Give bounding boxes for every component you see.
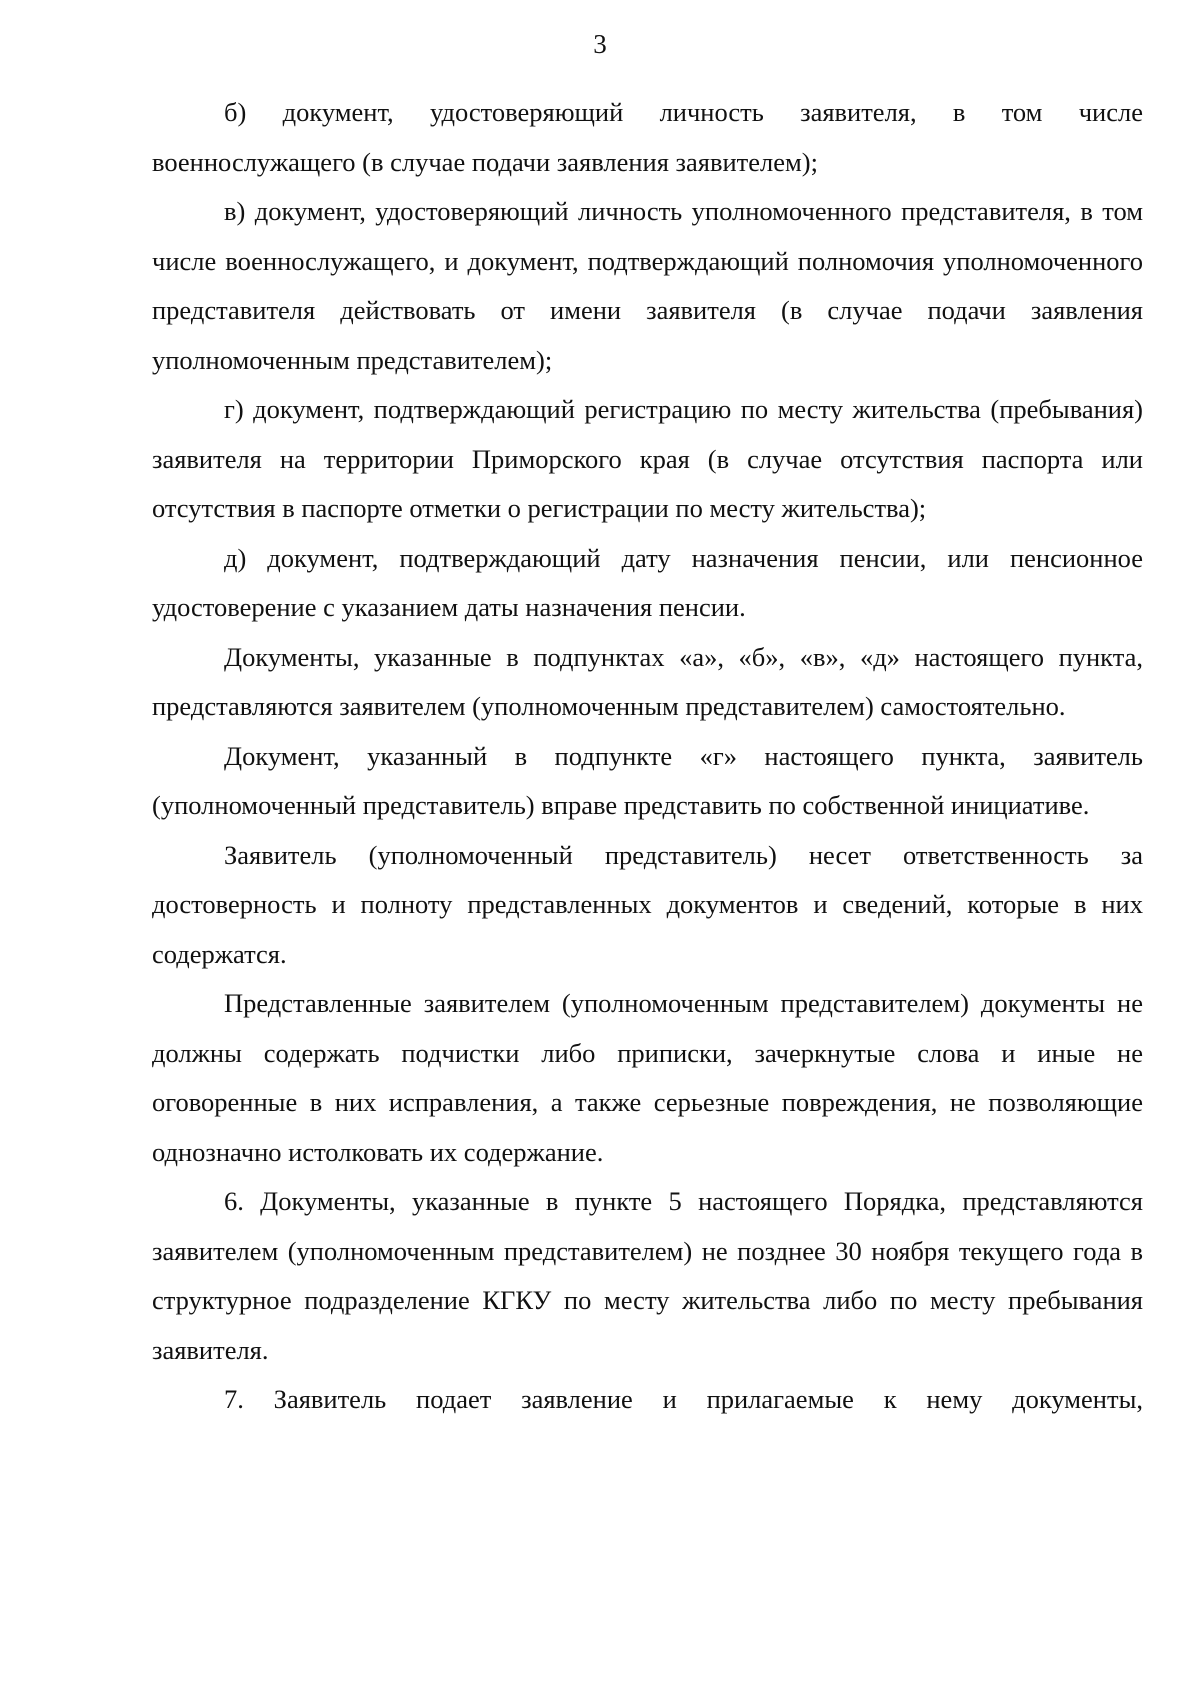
paragraph-item-b: б) документ, удостоверяющий личность заявителя, в том числе военнослужащего (в случае подачи заявления заявителем);	[152, 97, 1143, 177]
paragraph-document-g-optional: Документ, указанный в подпункте «г» настоящего пункта, заявитель (уполномоченный представитель) вправе представить по собственной инициативе.	[152, 740, 1143, 820]
paragraph-point-7: 7. Заявитель подает заявление и прилагаемые к нему документы,	[224, 1384, 1143, 1414]
paragraph-point-6: 6. Документы, указанные в пункте 5 настоящего Порядка, представляются заявителем (уполномоченным представителем) не позднее 30 ноября текущего года в структурное подразделение КГКУ по месту жительства либо по месту пребывания заявителя.	[152, 1186, 1143, 1365]
paragraph-item-v: в) документ, удостоверяющий личность уполномоченного представителя, в том числе военнослужащего, и документ, подтверждающий полномочия уполномоченного представителя действовать от имени заявителя (в случае подачи заявления уполномоченным представителем);	[152, 196, 1143, 375]
paragraph-item-d: д) документ, подтверждающий дату назначения пенсии, или пенсионное удостоверение с указанием даты назначения пенсии.	[152, 542, 1143, 622]
paragraph-documents-submitted: Документы, указанные в подпунктах «а», «б», «в», «д» настоящего пункта, представляются заявителем (уполномоченным представителем) самостоятельно.	[152, 641, 1143, 721]
paragraph-document-requirements: Представленные заявителем (уполномоченным представителем) документы не должны содержать подчистки либо приписки, зачеркнутые слова и иные не оговоренные в них исправления, а также серьезные повреждения, не позволяющие однозначно истолковать их содержание.	[152, 988, 1143, 1167]
paragraph-item-g: г) документ, подтверждающий регистрацию по месту жительства (пребывания) заявителя на территории Приморского края (в случае отсутствия паспорта или отсутствия в паспорте отметки о регистрации по месту жительства);	[152, 394, 1143, 523]
paragraph-applicant-responsibility: Заявитель (уполномоченный представитель) несет ответственность за достоверность и полноту представленных документов и сведений, которые в них содержатся.	[152, 839, 1143, 969]
page-number: 3	[593, 29, 607, 59]
document-body	[152, 88, 1143, 1425]
